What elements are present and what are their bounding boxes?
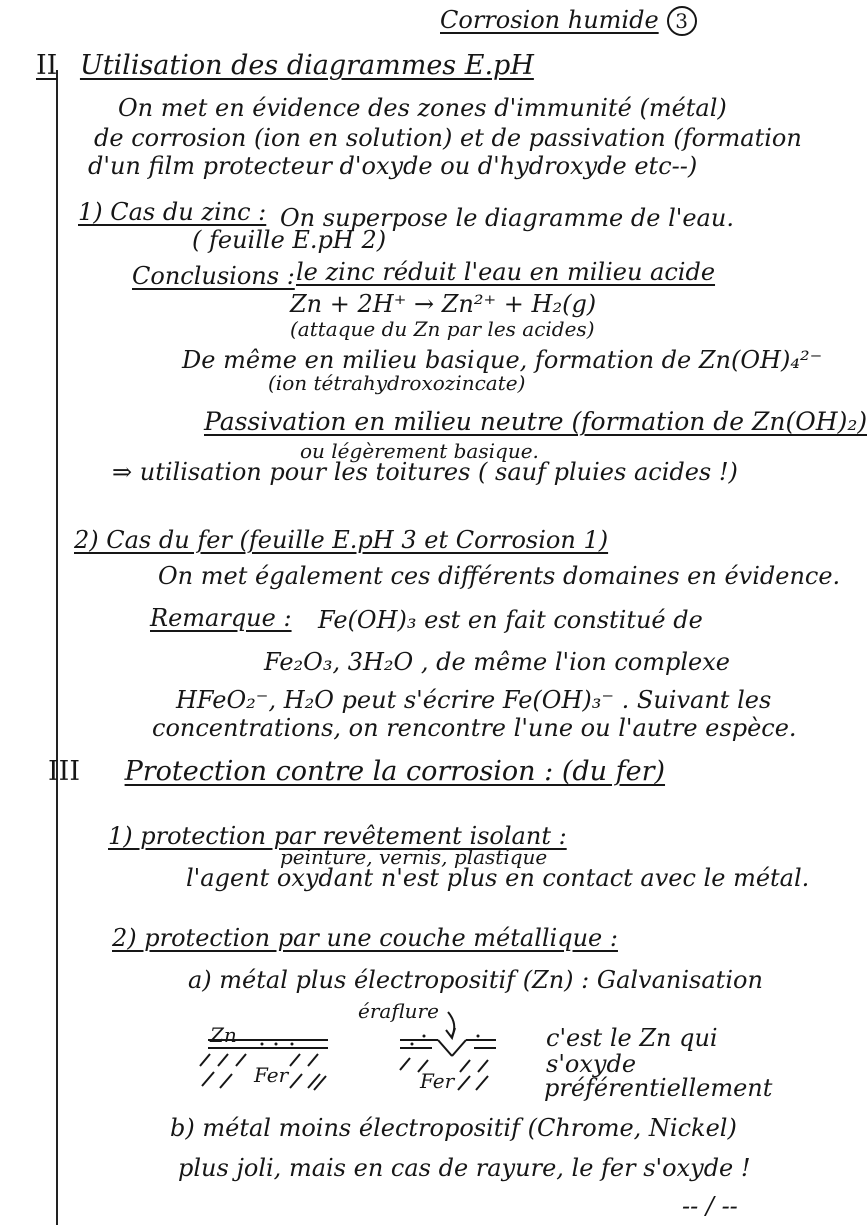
p1-heading-text: 1) protection par revêtement isolant : xyxy=(108,822,567,850)
passivation-line-2: ou légèrement basique. xyxy=(300,439,539,463)
scratch-label: éraflure xyxy=(358,999,439,1023)
section-2-title: Utilisation des diagrammes E.pH xyxy=(79,50,534,81)
remark-3: HFeO₂⁻, H₂O peut s'écrire Fe(OH)₃⁻ . Suivant les xyxy=(176,686,772,714)
p1-text: l'agent oxydant n'est plus en contact avec le métal. xyxy=(186,864,810,892)
zinc-sheet: ( feuille E.pH 2) xyxy=(192,226,387,254)
reaction-note: (attaque du Zn par les acides) xyxy=(290,317,595,341)
conclusion-1-text: le zinc réduit l'eau en milieu acide xyxy=(296,258,716,286)
section-2-roman: II xyxy=(36,50,58,81)
intro-line-1: On met en évidence des zones d'immunité (métal) xyxy=(118,94,727,122)
zn-note-1: c'est le Zn qui xyxy=(546,1024,718,1052)
reaction-1: Zn + 2H⁺ → Zn²⁺ + H₂(g) xyxy=(290,290,597,318)
zn-note-2: s'oxyde xyxy=(546,1050,637,1078)
remark-4: concentrations, on rencontre l'une ou l'autre espèce. xyxy=(152,714,797,742)
p2-heading-text: 2) protection par une couche métallique : xyxy=(112,924,618,952)
fer-label-right: Fer xyxy=(420,1069,455,1093)
p1-items: peinture, vernis, plastique xyxy=(280,845,548,869)
p2b-note: plus joli, mais en cas de rayure, le fer s'oxyde ! xyxy=(178,1154,751,1182)
basic-line-2: (ion tétrahydroxozincate) xyxy=(268,371,526,395)
intro-line-2: de corrosion (ion en solution) et de passivation (formation xyxy=(94,124,802,152)
iron-line-1: On met également ces différents domaines en évidence. xyxy=(158,562,841,590)
zn-layer-label: Zn xyxy=(210,1023,237,1047)
zn-note-3: préférentiellement xyxy=(544,1074,773,1102)
remark-2: Fe₂O₃, 3H₂O , de même l'ion complexe xyxy=(264,648,730,676)
section-3-title: Protection contre la corrosion : (du fer) xyxy=(124,756,666,787)
section-3-roman: III xyxy=(48,756,80,787)
remark-label-text: Remarque : xyxy=(150,604,292,632)
page-title: Corrosion humide xyxy=(440,6,659,34)
passivation-text: Passivation en milieu neutre (formation de Zn(OH)₂) xyxy=(204,407,867,436)
p2a-line: a) métal plus électropositif (Zn) : Galvanisation xyxy=(188,966,763,994)
usage-line: ⇒ utilisation pour les toitures ( sauf pluies acides !) xyxy=(112,458,738,486)
iron-heading-text: 2) Cas du fer (feuille E.pH 3 et Corrosion 1) xyxy=(74,526,609,554)
fer-label-left: Fer xyxy=(254,1063,289,1087)
p2b-line: b) métal moins électropositif (Chrome, Nickel) xyxy=(170,1114,737,1142)
conclusions-label-text: Conclusions : xyxy=(132,262,295,290)
continue-mark: -- / -- xyxy=(682,1192,738,1220)
remark-1: Fe(OH)₃ est en fait constitué de xyxy=(318,606,703,634)
page-number: 3 xyxy=(667,6,697,36)
zinc-heading-text: 1) Cas du zinc : xyxy=(78,198,267,226)
intro-line-3: d'un film protecteur d'oxyde ou d'hydroxyde etc--) xyxy=(88,152,698,180)
zinc-superpose: On superpose le diagramme de l'eau. xyxy=(280,204,734,232)
basic-line-1: De même en milieu basique, formation de Zn(OH)₄²⁻ xyxy=(182,346,823,374)
